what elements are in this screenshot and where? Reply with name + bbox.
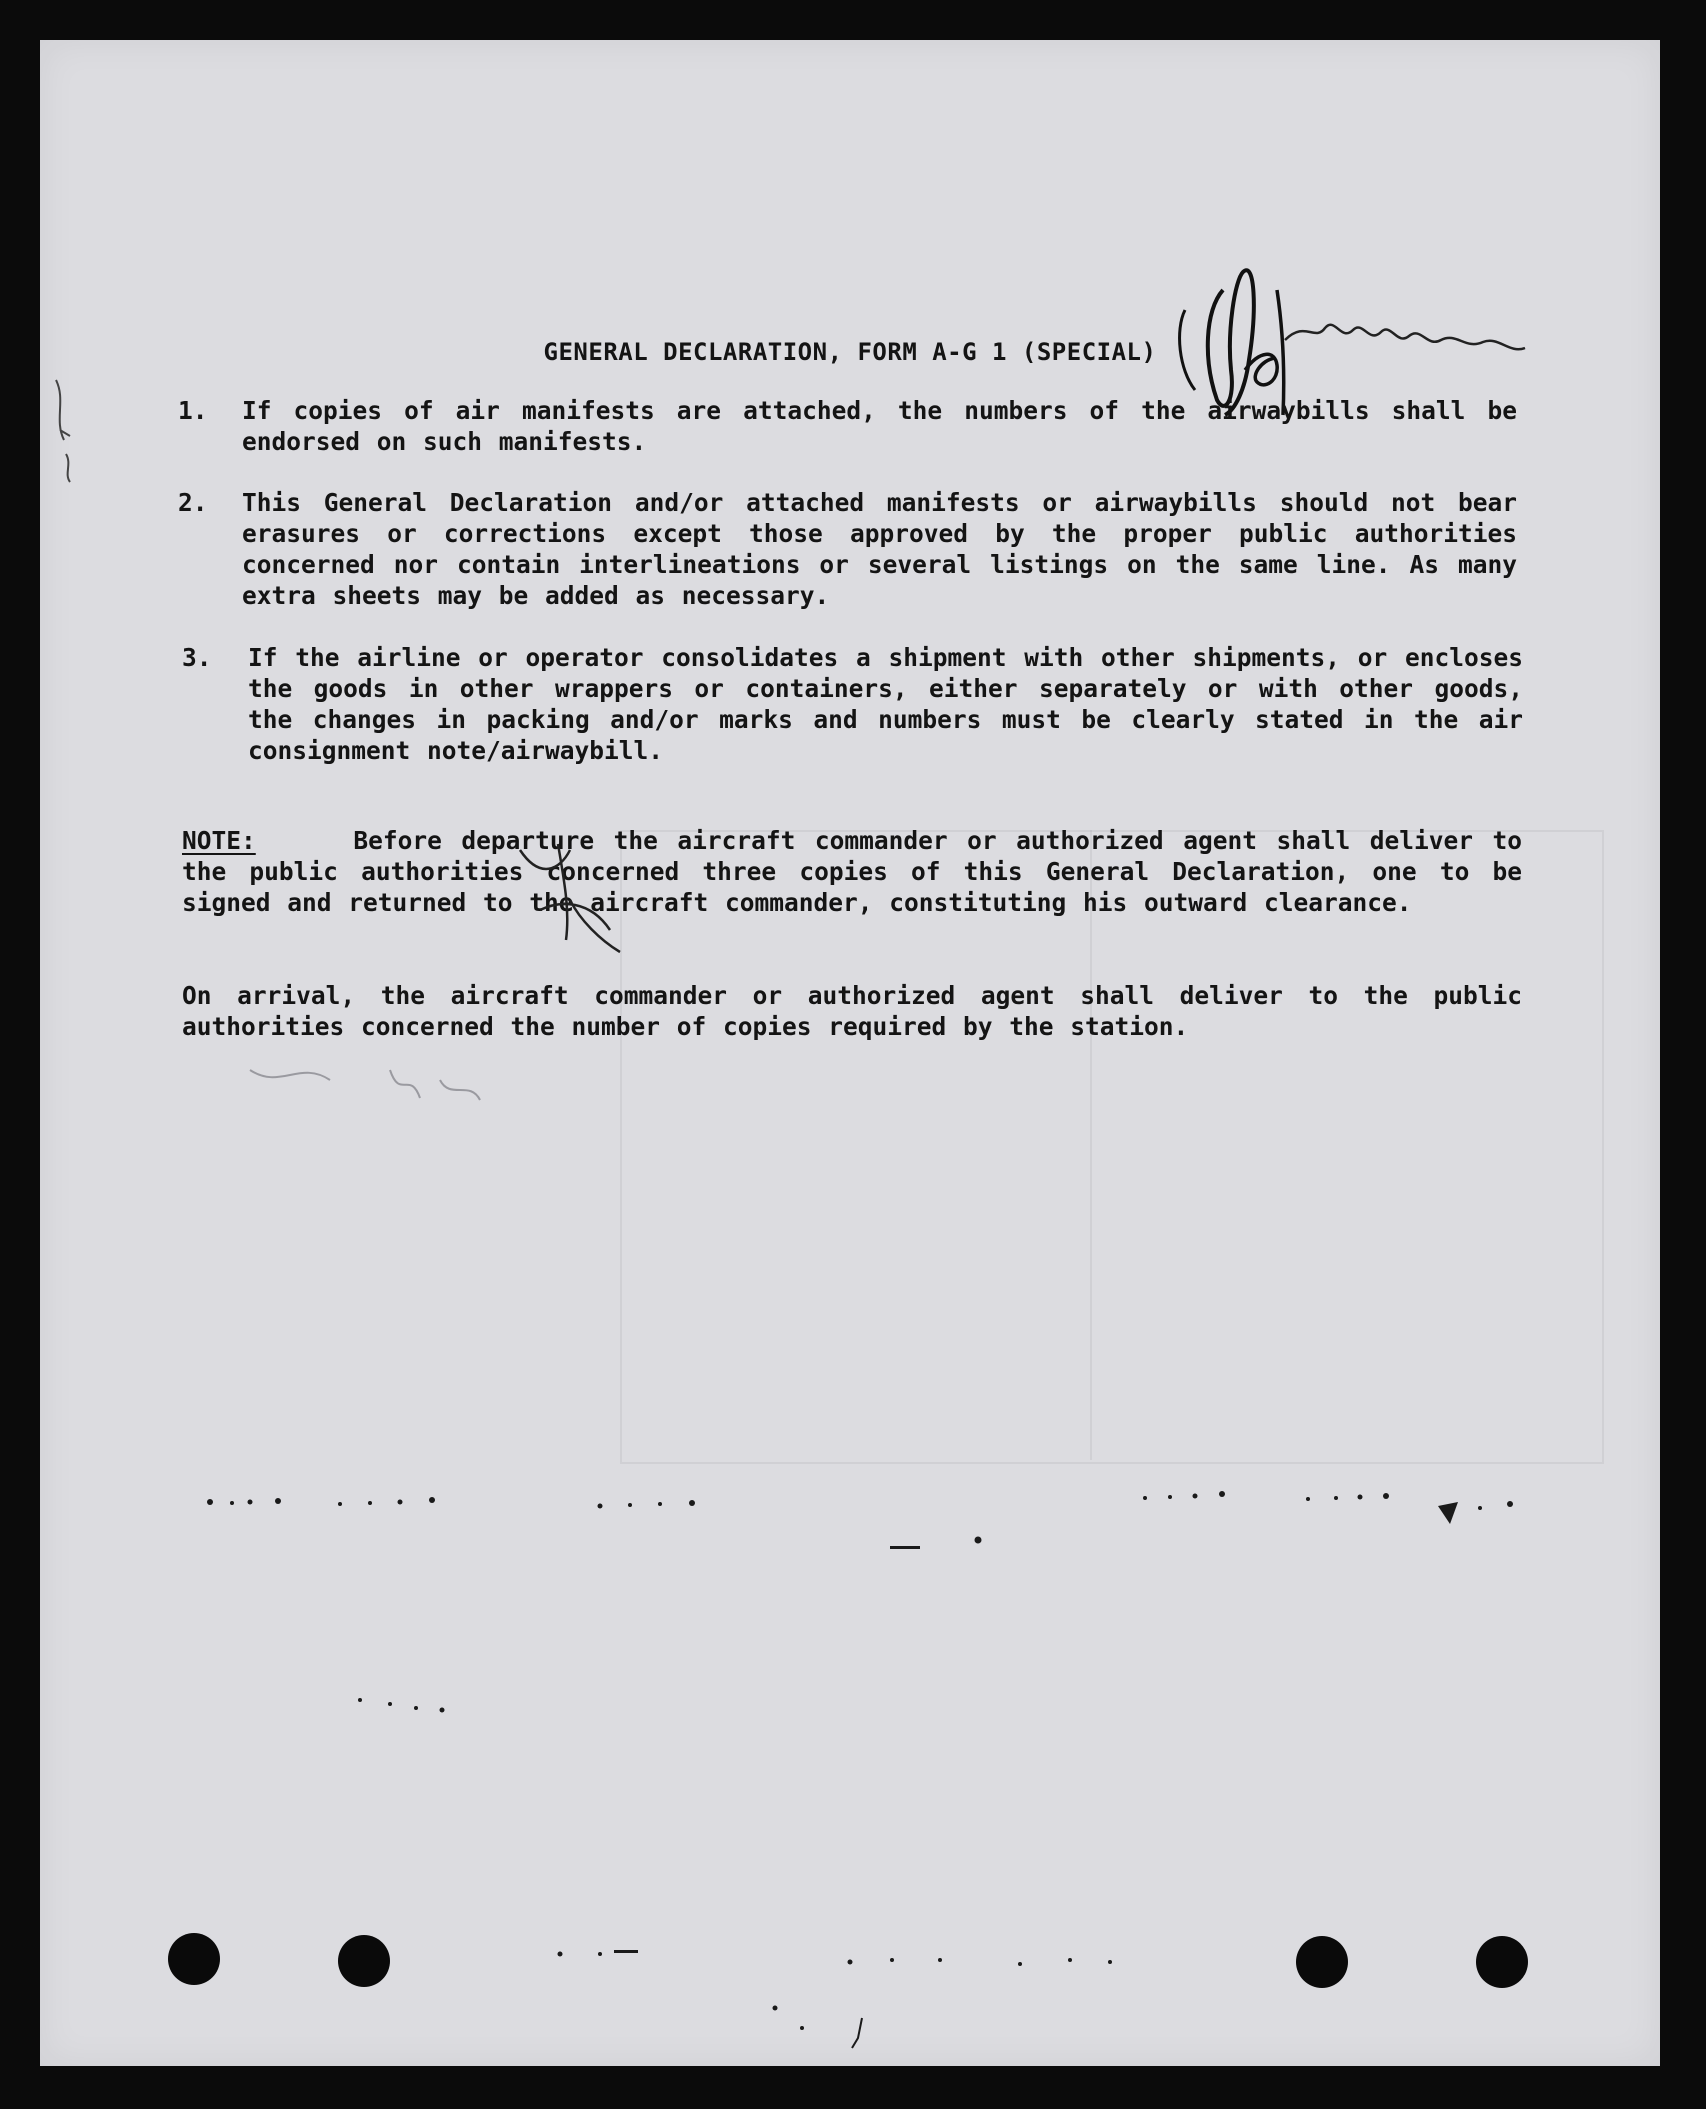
- scan-specks: [40, 40, 1660, 2066]
- item-text: If the airline or operator consolidates a shipment with other shipments, or encloses the goods in other wrappers or containers, either separately or with other goods, the changes in packing and/or marks and numbers must be clearly stated in the air consignment note/airwaybill.: [248, 643, 1523, 765]
- item-number: 1.: [178, 396, 208, 425]
- arrival-paragraph: On arrival, the aircraft commander or authorized agent shall deliver to the public authorities concerned the number of copies required by the station.: [182, 981, 1522, 1041]
- item-text: This General Declaration and/or attached manifests or airwaybills should not bear erasures or corrections except those approved by the proper public authorities concerned nor contain interlineations or several listings on the same line. As many extra sheets may be added as necessary.: [242, 488, 1517, 610]
- punch-hole-icon: [1476, 1936, 1528, 1988]
- punch-hole-icon: [1296, 1936, 1348, 1988]
- document-title: GENERAL DECLARATION, FORM A-G 1 (SPECIAL): [543, 338, 1157, 366]
- punch-hole-icon: [338, 1935, 390, 1987]
- item-text: If copies of air manifests are attached, the numbers of the airwaybills shall be endorsed on such manifests.: [242, 396, 1517, 456]
- item-number: 3.: [182, 643, 212, 672]
- note-label: NOTE:: [182, 826, 256, 855]
- document-page: [40, 40, 1660, 2066]
- punch-hole-icon: [168, 1933, 220, 1985]
- note-text: Before departure the aircraft commander or authorized agent shall deliver to the public authorities concerned three copies of this General Declaration, one to be signed and returned to the aircraft commander, constituting his outward clearance.: [182, 826, 1522, 917]
- item-number: 2.: [178, 488, 208, 517]
